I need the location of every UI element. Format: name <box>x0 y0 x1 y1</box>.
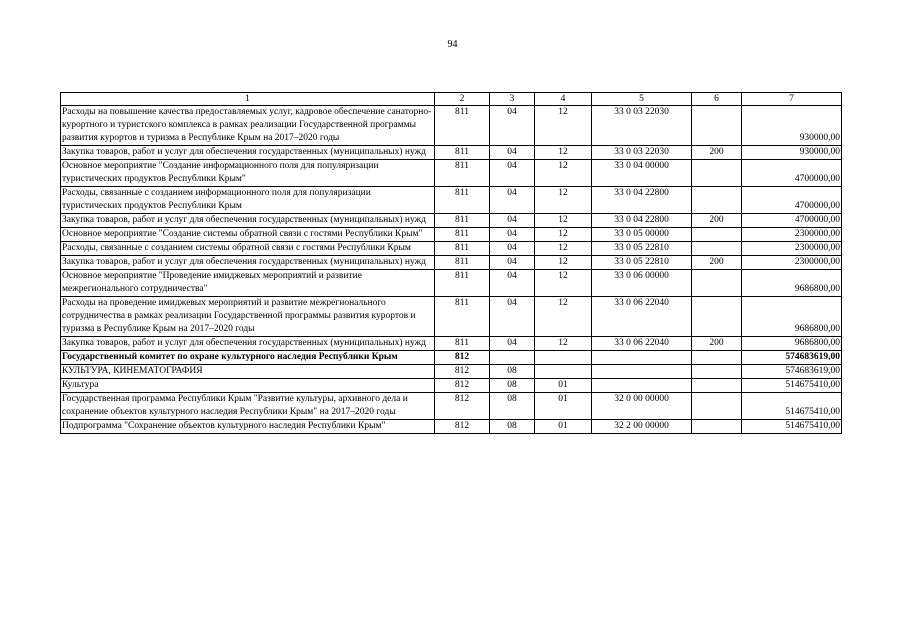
cell-name: Закупка товаров, работ и услуг для обеспечения государственных (муниципальных) нужд <box>61 146 435 160</box>
table-row <box>61 187 842 214</box>
cell-grbs: 811 <box>435 214 490 228</box>
cell-grbs: 811 <box>435 337 490 351</box>
column-header: 7 <box>742 93 842 106</box>
cell-amount: 9686800,00 <box>742 297 842 337</box>
cell-grbs: 812 <box>435 379 490 393</box>
cell-subsection <box>535 365 592 379</box>
cell-grbs: 811 <box>435 228 490 242</box>
cell-amount: 930000,00 <box>742 106 842 146</box>
cell-grbs: 811 <box>435 242 490 256</box>
cell-amount: 574683619,00 <box>742 365 842 379</box>
column-header: 4 <box>535 93 592 106</box>
cell-section: 08 <box>490 393 535 420</box>
cell-subsection: 12 <box>535 270 592 297</box>
cell-name: Культура <box>61 379 435 393</box>
table-row <box>61 242 842 256</box>
cell-expense-type <box>692 187 742 214</box>
table-row <box>61 393 842 420</box>
cell-grbs: 811 <box>435 160 490 187</box>
cell-expense-type: 200 <box>692 256 742 270</box>
cell-expense-type <box>692 270 742 297</box>
cell-section: 08 <box>490 365 535 379</box>
cell-expense-type <box>692 242 742 256</box>
table-row <box>61 420 842 434</box>
cell-name: Основное мероприятие "Создание системы обратной связи с гостями Республики Крым" <box>61 228 435 242</box>
cell-section: 08 <box>490 420 535 434</box>
cell-target-article: 33 0 04 00000 <box>592 160 692 187</box>
cell-grbs: 811 <box>435 146 490 160</box>
cell-grbs: 812 <box>435 351 490 365</box>
cell-grbs: 811 <box>435 270 490 297</box>
cell-target-article: 33 0 06 22040 <box>592 337 692 351</box>
cell-grbs: 811 <box>435 187 490 214</box>
column-header: 2 <box>435 93 490 106</box>
table-row <box>61 160 842 187</box>
page-number: 94 <box>447 39 458 50</box>
cell-subsection <box>535 351 592 365</box>
cell-subsection: 12 <box>535 187 592 214</box>
cell-subsection: 01 <box>535 420 592 434</box>
cell-section: 04 <box>490 297 535 337</box>
table-row <box>61 106 842 146</box>
cell-expense-type: 200 <box>692 337 742 351</box>
cell-name: Основное мероприятие "Создание информационного поля для популяризации туристических продуктов Республики Крым" <box>61 160 435 187</box>
table-row <box>61 146 842 160</box>
cell-target-article <box>592 351 692 365</box>
cell-subsection: 12 <box>535 297 592 337</box>
cell-section: 04 <box>490 242 535 256</box>
cell-section: 04 <box>490 228 535 242</box>
cell-section: 04 <box>490 256 535 270</box>
cell-subsection: 01 <box>535 379 592 393</box>
cell-name: Государственная программа Республики Крым "Развитие культуры, архивного дела и сохранение объектов культурного наследия Республики Крым" на 2017–2020 годы <box>61 393 435 420</box>
column-header: 3 <box>490 93 535 106</box>
table-row <box>61 365 842 379</box>
budget-table <box>60 92 842 434</box>
cell-name: Закупка товаров, работ и услуг для обеспечения государственных (муниципальных) нужд <box>61 256 435 270</box>
cell-expense-type <box>692 365 742 379</box>
column-header: 5 <box>592 93 692 106</box>
cell-expense-type <box>692 351 742 365</box>
cell-subsection: 12 <box>535 146 592 160</box>
cell-grbs: 811 <box>435 106 490 146</box>
cell-amount: 574683619,00 <box>742 351 842 365</box>
cell-subsection: 12 <box>535 106 592 146</box>
cell-expense-type <box>692 379 742 393</box>
cell-amount: 514675410,00 <box>742 393 842 420</box>
cell-target-article: 33 0 05 00000 <box>592 228 692 242</box>
cell-target-article: 33 0 04 22800 <box>592 187 692 214</box>
cell-expense-type <box>692 228 742 242</box>
cell-amount: 930000,00 <box>742 146 842 160</box>
table-row <box>61 379 842 393</box>
cell-subsection: 12 <box>535 160 592 187</box>
cell-amount: 4700000,00 <box>742 187 842 214</box>
cell-section: 04 <box>490 146 535 160</box>
cell-target-article: 33 0 04 22800 <box>592 214 692 228</box>
cell-section: 08 <box>490 379 535 393</box>
cell-amount: 9686800,00 <box>742 337 842 351</box>
cell-target-article: 32 0 00 00000 <box>592 393 692 420</box>
cell-subsection: 12 <box>535 337 592 351</box>
cell-name: Закупка товаров, работ и услуг для обеспечения государственных (муниципальных) нужд <box>61 214 435 228</box>
cell-expense-type <box>692 297 742 337</box>
cell-name: Закупка товаров, работ и услуг для обеспечения государственных (муниципальных) нужд <box>61 337 435 351</box>
cell-name: КУЛЬТУРА, КИНЕМАТОГРАФИЯ <box>61 365 435 379</box>
cell-subsection: 12 <box>535 214 592 228</box>
cell-amount: 2300000,00 <box>742 228 842 242</box>
table-row <box>61 270 842 297</box>
cell-expense-type <box>692 420 742 434</box>
cell-amount: 514675410,00 <box>742 420 842 434</box>
cell-target-article: 33 0 03 22030 <box>592 106 692 146</box>
cell-section <box>490 351 535 365</box>
cell-subsection: 12 <box>535 228 592 242</box>
cell-name: Расходы, связанные с созданием информационного поля для популяризации туристических продуктов Республики Крым <box>61 187 435 214</box>
cell-name: Расходы на проведение имиджевых мероприятий и развитие межрегионального сотрудничества в рамках реализации Государственной программы развития курортов и туризма в Республике Крым на 2017–2020 годы <box>61 297 435 337</box>
cell-name: Расходы на повышение качества предоставляемых услуг, кадровое обеспечение санаторно-курортного и туристского комплекса в рамках реализации Государственной программы развития курортов и туризма в Республике Крым на 2017–2020 годы <box>61 106 435 146</box>
cell-subsection: 12 <box>535 256 592 270</box>
cell-name: Основное мероприятие "Проведение имиджевых мероприятий и развитие межрегионального сотрудничества" <box>61 270 435 297</box>
table-row <box>61 351 842 365</box>
column-header: 6 <box>692 93 742 106</box>
table-row <box>61 297 842 337</box>
cell-name: Государственный комитет по охране культурного наследия Республики Крым <box>61 351 435 365</box>
cell-expense-type <box>692 160 742 187</box>
cell-expense-type: 200 <box>692 146 742 160</box>
cell-target-article <box>592 379 692 393</box>
cell-subsection: 12 <box>535 242 592 256</box>
cell-expense-type <box>692 106 742 146</box>
cell-grbs: 812 <box>435 365 490 379</box>
cell-grbs: 812 <box>435 393 490 420</box>
cell-section: 04 <box>490 337 535 351</box>
table-row <box>61 337 842 351</box>
table-header-row <box>61 93 842 106</box>
cell-target-article: 33 0 03 22030 <box>592 146 692 160</box>
cell-section: 04 <box>490 106 535 146</box>
table-row <box>61 256 842 270</box>
cell-target-article <box>592 365 692 379</box>
cell-grbs: 811 <box>435 256 490 270</box>
cell-expense-type <box>692 393 742 420</box>
table-row <box>61 214 842 228</box>
cell-grbs: 811 <box>435 297 490 337</box>
cell-amount: 2300000,00 <box>742 256 842 270</box>
cell-expense-type: 200 <box>692 214 742 228</box>
cell-grbs: 812 <box>435 420 490 434</box>
cell-target-article: 32 2 00 00000 <box>592 420 692 434</box>
cell-subsection: 01 <box>535 393 592 420</box>
cell-section: 04 <box>490 214 535 228</box>
column-header: 1 <box>61 93 435 106</box>
cell-section: 04 <box>490 187 535 214</box>
cell-amount: 2300000,00 <box>742 242 842 256</box>
cell-target-article: 33 0 05 22810 <box>592 256 692 270</box>
cell-target-article: 33 0 06 22040 <box>592 297 692 337</box>
cell-amount: 514675410,00 <box>742 379 842 393</box>
cell-target-article: 33 0 05 22810 <box>592 242 692 256</box>
cell-amount: 4700000,00 <box>742 214 842 228</box>
table-row <box>61 228 842 242</box>
cell-target-article: 33 0 06 00000 <box>592 270 692 297</box>
cell-name: Подпрограмма "Сохранение объектов культурного наследия Республики Крым" <box>61 420 435 434</box>
cell-name: Расходы, связанные с созданием системы обратной связи с гостями Республики Крым <box>61 242 435 256</box>
cell-section: 04 <box>490 270 535 297</box>
cell-section: 04 <box>490 160 535 187</box>
cell-amount: 4700000,00 <box>742 160 842 187</box>
cell-amount: 9686800,00 <box>742 270 842 297</box>
